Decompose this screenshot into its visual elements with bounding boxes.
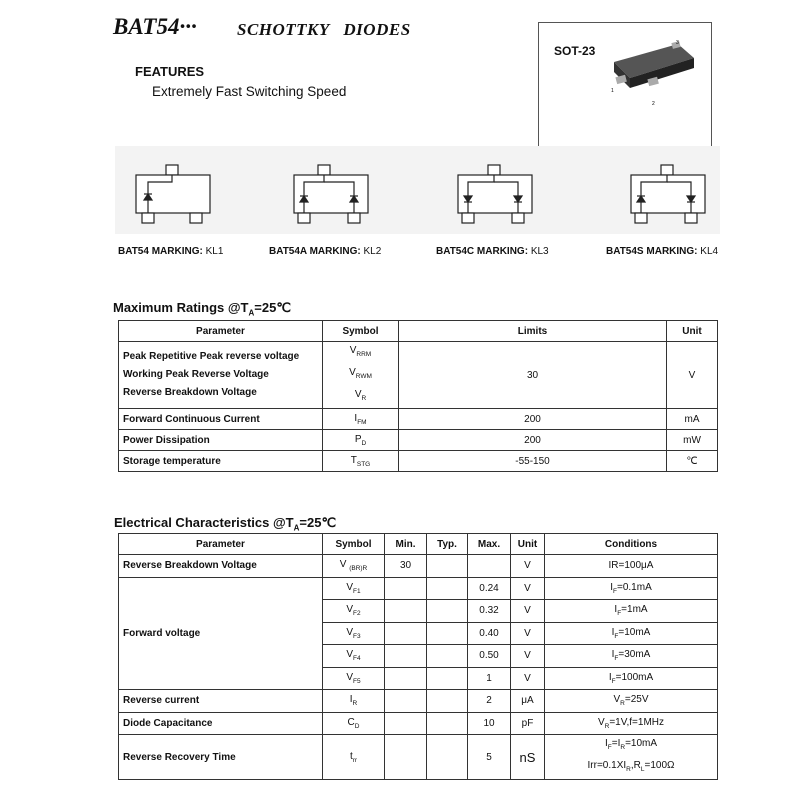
limit-cell: 200 (399, 409, 667, 430)
min-cell (385, 577, 427, 600)
typ-cell (427, 667, 468, 690)
typ-cell (427, 645, 468, 668)
max-cell: 0.40 (468, 622, 511, 645)
parameter-cell: Power Dissipation (119, 430, 323, 451)
unit-cell: V (667, 342, 718, 409)
min-cell (385, 690, 427, 713)
symbol-cell: $C_D$ (323, 712, 385, 735)
header-cell: Parameter (119, 534, 323, 555)
electrical-characteristics-table (118, 533, 718, 780)
package-name: SOT-23 (554, 44, 596, 58)
parameter-cell: Diode Capacitance (119, 712, 323, 735)
header-cell: Symbol (323, 321, 399, 342)
typ-cell (427, 600, 468, 623)
symbol-cell: $t_{rr}$ (323, 735, 385, 780)
max-ratings-title: Maximum Ratings $@T_A=25℃$ (113, 300, 291, 318)
max-cell: 2 (468, 690, 511, 713)
max-cell: 0.24 (468, 577, 511, 600)
parameter-cell: Reverse Recovery Time (119, 735, 323, 780)
min-cell (385, 667, 427, 690)
symbol-cell: $V_{F1}$ (323, 577, 385, 600)
conditions-cell: IR=100μA (545, 555, 718, 578)
parameter-cell: Reverse current (119, 690, 323, 713)
unit-cell: pF (511, 712, 545, 735)
table-header-row (119, 534, 718, 555)
table-row (119, 577, 718, 600)
pin-label: 3 (676, 40, 679, 46)
min-cell: 30 (385, 555, 427, 578)
marking-label-bat54c: BAT54C MARKING: KL3 (436, 246, 549, 257)
min-cell (385, 735, 427, 780)
conditions-cell: $I_F=30mA$ (545, 645, 718, 668)
table-row (119, 555, 718, 578)
bat54s-schematic (625, 160, 715, 230)
pin-label: 2 (652, 101, 655, 107)
marking-label-bat54a: BAT54A MARKING: KL2 (269, 246, 382, 257)
document-subtitle: SCHOTTKY DIODES (237, 20, 411, 39)
header-cell: Symbol (323, 534, 385, 555)
table-row (119, 342, 718, 409)
parameter-cell: Forward voltage (119, 577, 323, 690)
symbol-cell: $I_R$ (323, 690, 385, 713)
symbol-cell: $I_{FM}$ (323, 409, 399, 430)
header-cell: Conditions (545, 534, 718, 555)
unit-cell: V (511, 577, 545, 600)
min-cell (385, 622, 427, 645)
max-cell: 10 (468, 712, 511, 735)
header-cell: Unit (511, 534, 545, 555)
conditions-cell: $I_F=I_R=10mA$ $Irr=0.1XI_R,R_L=100\Omega$ (545, 735, 718, 780)
features-heading: FEATURES (135, 64, 205, 79)
header-cell: Typ. (427, 534, 468, 555)
table-header-row (119, 321, 718, 342)
parameter-cell: Peak Repetitive Peak reverse voltage Working Peak Reverse Voltage Reverse Breakdown Voltage (119, 342, 323, 409)
electrical-title: Electrical Characteristics $@T_A=25℃$ (114, 515, 337, 533)
parameter-cell: Reverse Breakdown Voltage (119, 555, 323, 578)
max-cell (468, 555, 511, 578)
max-cell: 0.50 (468, 645, 511, 668)
symbol-cell: $T_{STG}$ (323, 451, 399, 472)
marking-label-bat54: BAT54 MARKING: KL1 (118, 246, 224, 257)
part-number-title: BAT54··· (113, 14, 197, 39)
typ-cell (427, 735, 468, 780)
unit-cell: V (511, 645, 545, 668)
header-cell: Limits (399, 321, 667, 342)
unit-cell: V (511, 667, 545, 690)
features-item: Extremely Fast Switching Speed (152, 84, 347, 99)
sot23-package-image (600, 32, 700, 112)
min-cell (385, 712, 427, 735)
conditions-cell: $I_F=10mA$ (545, 622, 718, 645)
unit-cell: mW (667, 430, 718, 451)
unit-cell: V (511, 622, 545, 645)
table-row (119, 409, 718, 430)
bat54c-schematic (452, 160, 542, 230)
header-cell: Max. (468, 534, 511, 555)
unit-cell: nS (511, 735, 545, 780)
header-cell: Parameter (119, 321, 323, 342)
typ-cell (427, 555, 468, 578)
max-ratings-table (118, 320, 718, 472)
pin-label: 1 (611, 88, 614, 94)
conditions-cell: $I_F=1mA$ (545, 600, 718, 623)
symbol-cell: $P_D$ (323, 430, 399, 451)
unit-cell: ℃ (667, 451, 718, 472)
typ-cell (427, 712, 468, 735)
parameter-cell: Storage temperature (119, 451, 323, 472)
symbol-cell: $V_{F3}$ (323, 622, 385, 645)
conditions-cell: $V_R=1V,f=1MHz$ (545, 712, 718, 735)
unit-cell: V (511, 555, 545, 578)
table-row (119, 712, 718, 735)
max-cell: 0.32 (468, 600, 511, 623)
symbol-cell: $V_{F2}$ (323, 600, 385, 623)
min-cell (385, 645, 427, 668)
bat54-schematic (130, 160, 220, 230)
table-row (119, 451, 718, 472)
limit-cell: 30 (399, 342, 667, 409)
table-row (119, 430, 718, 451)
max-cell: 1 (468, 667, 511, 690)
symbol-cell: $V_{F5}$ (323, 667, 385, 690)
table-row (119, 735, 718, 780)
header-cell: Min. (385, 534, 427, 555)
unit-cell: V (511, 600, 545, 623)
marking-label-bat54s: BAT54S MARKING: KL4 (606, 246, 719, 257)
conditions-cell: $I_F=0.1mA$ (545, 577, 718, 600)
max-cell: 5 (468, 735, 511, 780)
limit-cell: 200 (399, 430, 667, 451)
header-cell: Unit (667, 321, 718, 342)
typ-cell (427, 577, 468, 600)
symbol-cell: $V_{RRM}$ $V_{RWM}$ $V_R$ (323, 342, 399, 409)
min-cell (385, 600, 427, 623)
limit-cell: -55-150 (399, 451, 667, 472)
conditions-cell: $V_R=25V$ (545, 690, 718, 713)
unit-cell: mA (667, 409, 718, 430)
symbol-cell: V $_{(BR)R}$ (323, 555, 385, 578)
typ-cell (427, 622, 468, 645)
symbol-cell: $V_{F4}$ (323, 645, 385, 668)
unit-cell: μA (511, 690, 545, 713)
bat54a-schematic (288, 160, 378, 230)
table-row (119, 690, 718, 713)
typ-cell (427, 690, 468, 713)
parameter-cell: Forward Continuous Current (119, 409, 323, 430)
conditions-cell: $I_F=100mA$ (545, 667, 718, 690)
